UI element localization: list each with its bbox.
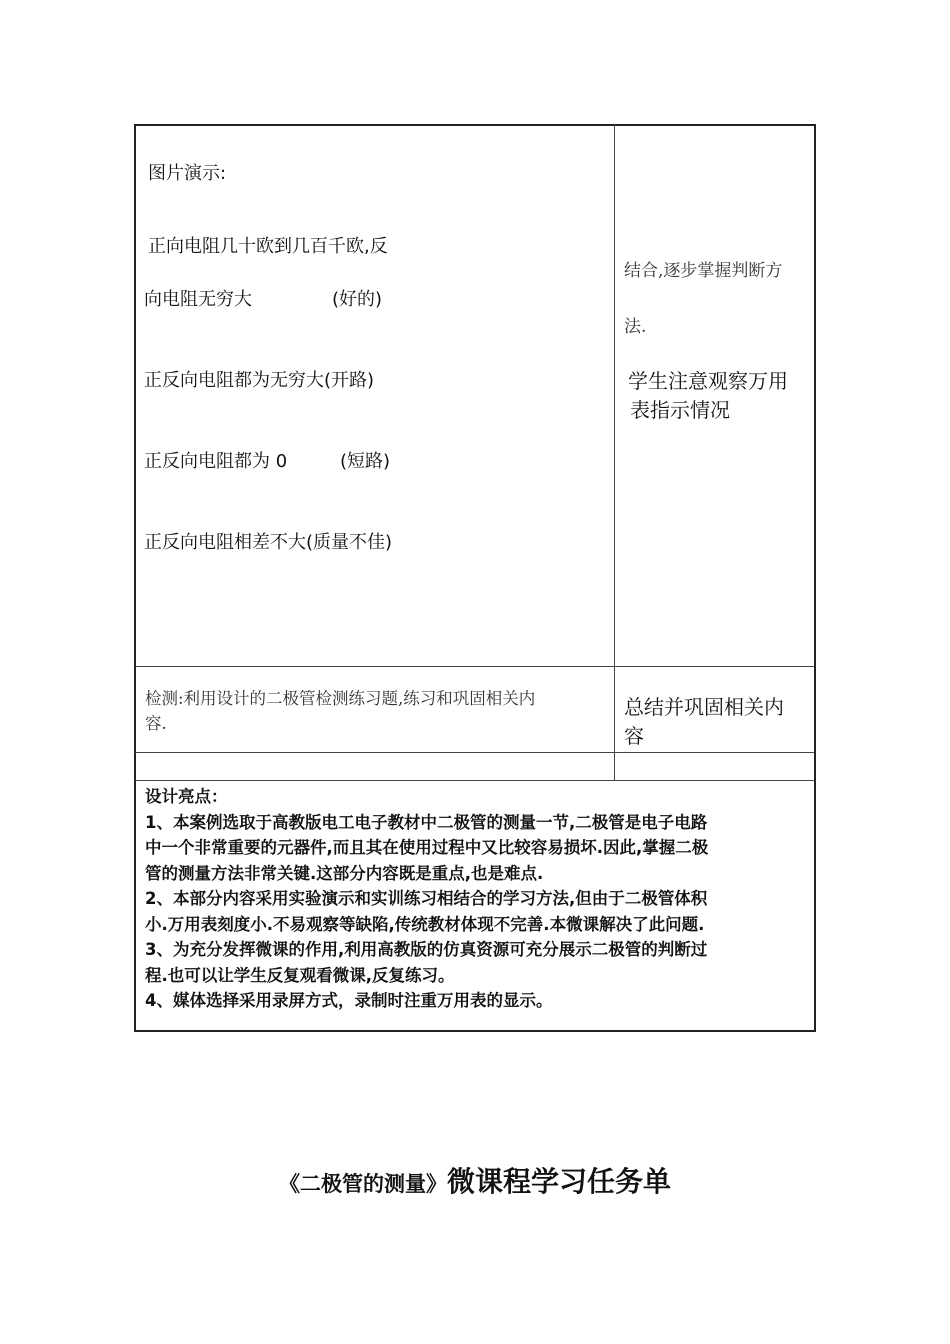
forward-resistance-text: 正向电阻几十欧到几百千欧,反 (148, 236, 388, 257)
highlight-line: 4、媒体选择采用录屏方式，录制时注重万用表的显示。 (145, 991, 553, 1010)
picture-demo-label: 图片演示: (148, 163, 227, 184)
combine-text-line1: 结合,逐步掌握判断方 (624, 261, 783, 281)
highlight-line: 中一个非常重要的元器件,而且其在使用过程中又比较容易损坏.因此,掌握二极 (145, 838, 709, 857)
row-divider (135, 780, 815, 781)
design-highlights (145, 784, 805, 1014)
highlight-line: 1、本案例选取于高教版电工电子教材中二极管的测量一节,二极管是电子电路 (145, 812, 708, 832)
reverse-resistance-text: 向电阻无穷大 (144, 289, 252, 310)
row-divider (135, 752, 815, 753)
short-note: (短路) (340, 451, 391, 472)
title-course-name: 《二极管的测量》 (278, 1171, 447, 1196)
observe-text-line1: 学生注意观察万用 (628, 369, 788, 393)
worksheet-title (0, 1160, 950, 1200)
open-circuit-text: 正反向电阻都为无穷大(开路) (144, 370, 375, 391)
detect-text-line1: 检测:利用设计的二极管检测练习题,练习和巩固相关内 (145, 689, 536, 708)
highlight-line: 管的测量方法非常关键.这部分内容既是重点,也是难点. (145, 863, 544, 883)
title-worksheet-label: 微课程学习任务单 (446, 1165, 671, 1198)
summary-text-line1: 总结并巩固相关内 (624, 695, 784, 719)
highlight-line: 小.万用表刻度小.不易观察等缺陷,传统教材体现不完善.本微课解决了此问题. (145, 914, 705, 934)
poor-quality-text: 正反向电阻相差不大(质量不佳) (144, 532, 393, 553)
highlight-line: 3、为充分发挥微课的作用,利用高教版的仿真资源可充分展示二极管的判断过 (145, 940, 708, 959)
highlight-line: 程.也可以让学生反复观看微课,反复练习。 (145, 965, 455, 985)
good-note: (好的) (332, 289, 383, 310)
summary-text-line2: 容 (624, 724, 644, 748)
combine-text-line2: 法. (624, 317, 647, 337)
detect-text-line2: 容. (145, 714, 167, 733)
row-divider (135, 666, 815, 667)
highlight-line: 2、本部分内容采用实验演示和实训练习相结合的学习方法,但由于二极管体积 (145, 889, 708, 908)
column-divider (614, 124, 615, 781)
highlights-heading: 设计亮点： (145, 787, 228, 806)
short-circuit-text: 正反向电阻都为 0 (144, 451, 288, 472)
observe-text-line2: 表指示情况 (630, 398, 730, 422)
